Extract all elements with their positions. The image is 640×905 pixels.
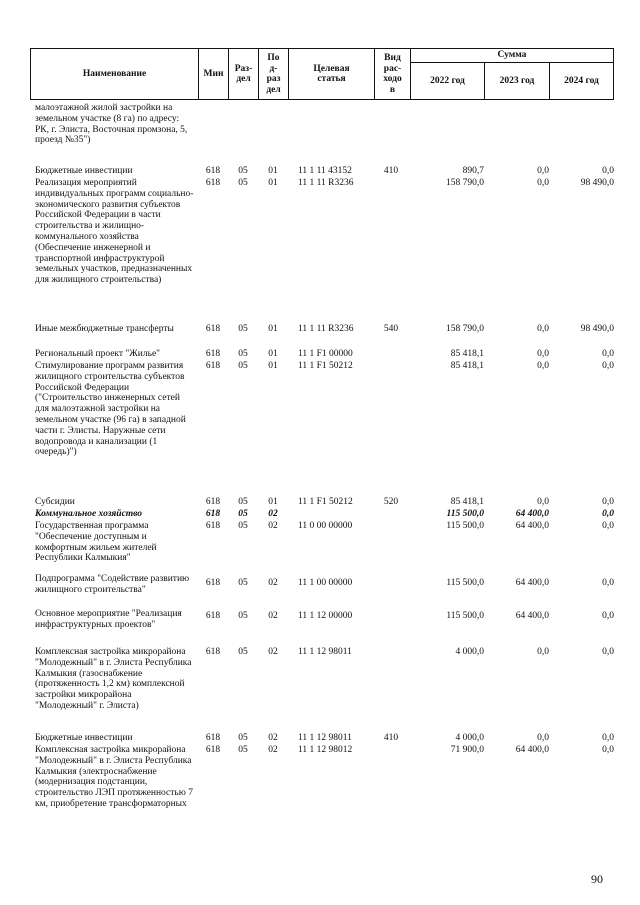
row-sum-2023: 0,0 [537, 647, 549, 657]
row-podrazdel: 01 [268, 361, 278, 371]
row-celevaya: 11 1 F1 00000 [298, 349, 353, 359]
row-sum-2022: 158 790,0 [446, 324, 484, 334]
row-celevaya: 11 1 12 98012 [298, 745, 353, 755]
row-name: Стимулирование программ развития жилищного строительства субъектов Российской Федерации ("Строительство инженерных сетей для малоэтажной застройки на земельном участке (96 га) в западной части г. Элисты. Наружные сети водопровода и канализации (1 очередь)") [35, 361, 186, 458]
row-name: Коммунальное хозяйство [35, 509, 143, 519]
row-razdel: 05 [238, 178, 248, 188]
row-sum-2023: 0,0 [537, 349, 549, 359]
row-celevaya: 11 1 F1 50212 [298, 361, 353, 371]
row-razdel: 05 [238, 745, 248, 755]
row-celevaya: 11 1 12 98011 [298, 647, 352, 657]
row-podrazdel: 01 [268, 166, 278, 176]
row-razdel: 05 [238, 509, 248, 519]
row-podrazdel: 02 [268, 509, 278, 519]
row-razdel: 05 [238, 733, 248, 743]
row-min: 618 [205, 611, 221, 621]
row-podrazdel: 01 [268, 324, 278, 334]
row-sum-2023: 64 400,0 [515, 745, 549, 755]
row-min: 618 [205, 647, 221, 657]
row-sum-2024: 98 490,0 [580, 324, 614, 334]
row-razdel: 05 [238, 166, 248, 176]
row-sum-2022: 71 900,0 [450, 745, 484, 755]
row-razdel: 05 [238, 521, 248, 531]
row-celevaya: 11 1 11 R3236 [298, 178, 354, 188]
page-number: 90 [591, 872, 603, 886]
row-sum-2024: 0,0 [602, 349, 614, 359]
row-sum-2023: 0,0 [537, 733, 549, 743]
row-sum-2023: 0,0 [537, 166, 549, 176]
row-name: Государственная программа "Обеспечение доступным и комфортным жильем жителей Республики Калмыкия" [35, 521, 157, 564]
row-name: Подпрограмма "Содействие развитию жилищного строительства" [35, 574, 190, 595]
row-sum-2022: 85 418,1 [450, 361, 484, 371]
row-sum-2022: 4 000,0 [455, 733, 484, 743]
row-razdel: 05 [238, 324, 248, 334]
row-podrazdel: 01 [268, 497, 278, 507]
row-name: Комплексная застройка микрорайона "Молодежный" в г. Элиста Республика Калмыкия (газоснабжение (протяженность 1,2 км) комплексной застройки микрорайона "Молодежный" г. Элиста) [35, 647, 192, 711]
row-sum-2024: 0,0 [602, 733, 614, 743]
row-sum-2023: 64 400,0 [515, 509, 549, 519]
row-sum-2022: 85 418,1 [450, 497, 484, 507]
row-sum-2023: 0,0 [537, 324, 549, 334]
row-sum-2022: 115 500,0 [446, 509, 484, 519]
row-sum-2024: 0,0 [602, 611, 614, 621]
row-podrazdel: 01 [268, 178, 278, 188]
row-podrazdel: 02 [268, 611, 278, 621]
row-sum-2024: 0,0 [602, 497, 614, 507]
row-sum-2022: 115 500,0 [446, 521, 484, 531]
row-sum-2024: 98 490,0 [580, 178, 614, 188]
row-min: 618 [205, 733, 221, 743]
row-name: Бюджетные инвестиции [35, 733, 133, 743]
header-year-2023: 2023 год [499, 75, 535, 86]
row-celevaya: 11 1 12 98011 [298, 733, 352, 743]
row-celevaya: 11 1 11 43152 [298, 166, 352, 176]
row-razdel: 05 [238, 611, 248, 621]
row-min: 618 [205, 349, 221, 359]
row-vid: 410 [383, 166, 399, 176]
header-summa: Сумма [497, 50, 527, 61]
row-sum-2023: 0,0 [537, 361, 549, 371]
row-podrazdel: 02 [268, 745, 278, 755]
row-min: 618 [205, 497, 221, 507]
row-vid: 410 [383, 733, 399, 743]
row-celevaya: 11 1 00 00000 [298, 578, 353, 588]
header-bottom-rule [30, 99, 614, 100]
row-celevaya: 11 1 11 R3236 [298, 324, 354, 334]
row-sum-2022: 4 000,0 [455, 647, 484, 657]
row-min: 618 [205, 521, 221, 531]
row-sum-2022: 85 418,1 [450, 349, 484, 359]
row-sum-2023: 0,0 [537, 178, 549, 188]
row-celevaya: 11 1 F1 50212 [298, 497, 353, 507]
row-min: 618 [205, 178, 221, 188]
row-name: малоэтажной жилой застройки на земельном участке (8 га) по адресу: РК, г. Элиста, Восточная промзона, 5, проезд №35") [35, 103, 188, 146]
header-name: Наименование [82, 68, 147, 79]
row-name: Бюджетные инвестиции [35, 166, 133, 176]
row-razdel: 05 [238, 349, 248, 359]
row-name: Иные межбюджетные трансферты [35, 324, 174, 334]
header-year-2024: 2024 год [564, 75, 599, 86]
row-sum-2024: 0,0 [602, 509, 614, 519]
row-razdel: 05 [238, 578, 248, 588]
row-sum-2022: 890,7 [462, 166, 484, 176]
row-sum-2023: 64 400,0 [515, 521, 549, 531]
header-celevaya: Целевая статья [313, 63, 350, 84]
header-year-2022: 2022 год [430, 75, 465, 86]
row-name: Основное мероприятие "Реализация инфраструктурных проектов" [35, 609, 182, 630]
row-podrazdel: 02 [268, 521, 278, 531]
row-name: Региональный проект "Жилье" [35, 349, 161, 359]
row-sum-2024: 0,0 [602, 647, 614, 657]
header-podrazdel: По д- раз дел [266, 53, 281, 95]
row-razdel: 05 [238, 361, 248, 371]
table-header [30, 48, 614, 100]
row-sum-2023: 64 400,0 [515, 611, 549, 621]
row-celevaya: 11 1 12 00000 [298, 611, 353, 621]
row-name: Реализация мероприятий индивидуальных программ социально-экономического развития субъектов Российской Федерации в части строительства и жилищно-коммунального хозяйства (Обеспечение инженерной и транспортной инфраструктурой земельных участков, предназначенных для жилищного строительства) [35, 178, 194, 286]
row-razdel: 05 [238, 647, 248, 657]
row-sum-2024: 0,0 [602, 578, 614, 588]
row-sum-2023: 64 400,0 [515, 578, 549, 588]
row-podrazdel: 02 [268, 578, 278, 588]
row-sum-2022: 158 790,0 [446, 178, 484, 188]
header-razdel: Раз- дел [234, 63, 253, 84]
row-sum-2024: 0,0 [602, 166, 614, 176]
row-name: Субсидии [35, 497, 75, 507]
row-min: 618 [205, 166, 221, 176]
row-min: 618 [205, 745, 221, 755]
row-razdel: 05 [238, 497, 248, 507]
row-sum-2022: 115 500,0 [446, 578, 484, 588]
row-min: 618 [205, 509, 221, 519]
row-sum-2024: 0,0 [602, 521, 614, 531]
row-celevaya: 11 0 00 00000 [298, 521, 353, 531]
row-podrazdel: 02 [268, 647, 278, 657]
col-divider [613, 48, 614, 100]
row-podrazdel: 02 [268, 733, 278, 743]
row-vid: 520 [383, 497, 399, 507]
row-min: 618 [205, 578, 221, 588]
row-name: Комплексная застройка микрорайона "Молодежный" в г. Элиста Республика Калмыкия (электроснабжение (модернизация подстанции, строительство ЛЭП протяженностью 7 км, приобретение трансформаторных [35, 745, 193, 809]
row-podrazdel: 01 [268, 349, 278, 359]
row-sum-2022: 115 500,0 [446, 611, 484, 621]
row-sum-2023: 0,0 [537, 497, 549, 507]
row-min: 618 [205, 361, 221, 371]
row-min: 618 [205, 324, 221, 334]
header-min: Мин [203, 68, 224, 79]
row-vid: 540 [383, 324, 399, 334]
row-sum-2024: 0,0 [602, 361, 614, 371]
header-vid: Вид рас- ходо в [383, 53, 402, 95]
row-sum-2024: 0,0 [602, 745, 614, 755]
